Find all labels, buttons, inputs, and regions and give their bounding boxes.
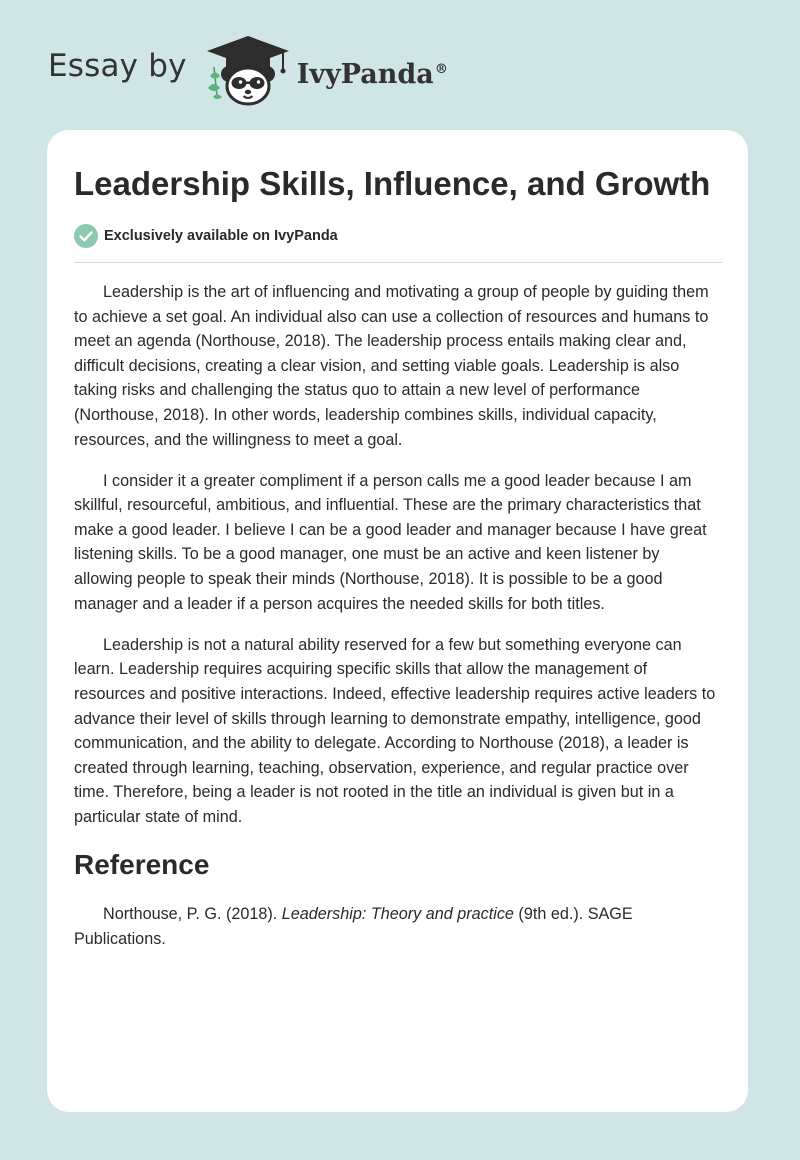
essay-paragraph: Leadership is the art of influencing and motivating a group of people by guiding them to achieve a set goal. An individual also can use a collection of resources and humans to meet an agenda (Northouse, 2018). The leadership process entails making clear and, difficult decisions, creating a clear vision, and setting viable goals. Leadership is also taking risks and challenging the status quo to attain a new level of performance (Northouse, 2018). In other words, leadership combines skills, individual capacity, resources, and the willingness to meet a goal. <box>74 283 709 449</box>
brand-name[interactable] <box>297 59 448 90</box>
essay-paragraph: I consider it a greater compliment if a person calls me a good leader because I am skillful, resourceful, ambitious, and influential. These are the primary characteristics that make a good leader. I believe I can be a good leader and manager because I have great listening skills. To be a good manager, one must be an active and keen listener by allowing people to speak their minds (Northouse, 2018). It is possible to be a good manager and a leader if a person acquires the needed skills for both titles. <box>74 471 707 613</box>
registered-mark: ® <box>434 61 448 77</box>
title-divider <box>74 262 722 263</box>
site-header <box>48 34 448 110</box>
exclusive-badge <box>74 223 722 249</box>
panda-graduate-logo-icon[interactable] <box>203 34 293 110</box>
reference-details: (9th ed.). SAGE Publications. <box>74 905 633 949</box>
exclusive-label: Exclusively available on IvyPanda <box>104 228 338 244</box>
essay-paragraph: Leadership is not a natural ability reserved for a few but something everyone can learn. Leadership requires acquiring specific skills that allow the management of resources and positive interactions. Indeed, effective leadership requires active leaders to advance their level of skills through learning to demonstrate empathy, intelligence, good communication, and the ability to delegate. According to Northouse (2018), a leader is created through learning, teaching, observation, experience, and regular practice over time. Therefore, being a leader is not rooted in the title an individual is given but in a particular state of mind. <box>74 635 716 826</box>
essay-card <box>47 130 748 1112</box>
reference-book-title: Leadership: Theory and practice <box>281 905 514 924</box>
reference-authors: Northouse, P. G. (2018). <box>103 905 282 924</box>
essay-title: Leadership Skills, Influence, and Growth <box>74 165 711 202</box>
check-circle-icon <box>74 224 98 248</box>
essay-by-label: Essay by <box>48 48 187 84</box>
brand-name-text: IvyPanda <box>296 58 434 90</box>
reference-heading: Reference <box>74 849 210 881</box>
reference-entry <box>74 902 722 951</box>
essay-body <box>74 280 722 829</box>
